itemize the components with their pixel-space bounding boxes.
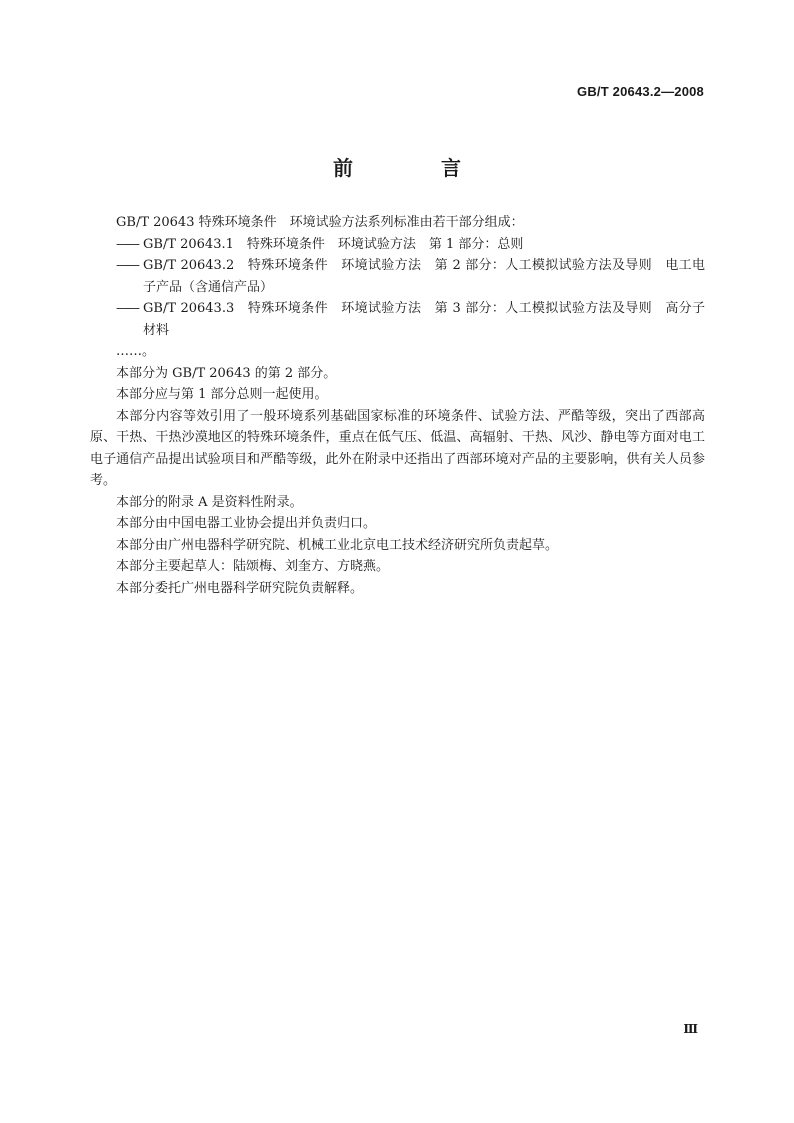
part-list-item — [90, 298, 705, 341]
standard-code: GB/T 20643.2—2008 — [577, 84, 704, 99]
list-dash: —— — [116, 236, 138, 252]
page-number: Ⅲ — [683, 1022, 698, 1036]
body-paragraph: 本部分为 GB/T 20643 的第 2 部分。 — [116, 365, 337, 381]
body-paragraph: 本部分由中国电器工业协会提出并负责归口。 — [116, 516, 377, 531]
part-list-item-text: GB/T 20643.1 特殊环境条件 环境试验方法 第 1 部分：总则 — [143, 236, 524, 252]
part-list-item-text: GB/T 20643.2 特殊环境条件 环境试验方法 第 2 部分：人工模拟试验方法及导则 电工电子产品（含通信产品） — [143, 258, 705, 295]
part-list-item — [90, 234, 705, 256]
list-dash: —— — [116, 258, 138, 273]
foreword-body — [90, 212, 705, 599]
part-list-item — [90, 255, 705, 298]
list-dash: —— — [116, 301, 138, 316]
part-list-item-text: GB/T 20643.3 特殊环境条件 环境试验方法 第 3 部分：人工模拟试验方法及导则 高分子材料 — [143, 301, 705, 338]
body-paragraph: 本部分由广州电器科学研究院、机械工业北京电工技术经济研究所负责起草。 — [116, 537, 559, 553]
body-paragraph: 本部分主要起草人：陆颂梅、刘奎方、方晓燕。 — [116, 559, 390, 574]
intro-paragraph: GB/T 20643 特殊环境条件 环境试验方法系列标准由若干部分组成： — [116, 215, 524, 230]
body-paragraph: 本部分应与第 1 部分总则一起使用。 — [116, 387, 328, 402]
body-paragraph: 本部分内容等效引用了一般环境系列基础国家标准的环境条件、试验方法、严酷等级，突出了西部高原、干热、干热沙漠地区的特殊环境条件，重点在低气压、低温、高辐射、干热、风沙、静电等方面对电工电子通信产品提出试验项目和严酷等级，此外在附录中还指出了西部环境对产品的主要影响，供有关人员参考。 — [90, 408, 705, 488]
list-ellipsis: ……。 — [116, 344, 156, 359]
body-paragraph: 本部分委托广州电器科学研究院负责解释。 — [116, 580, 364, 596]
body-paragraph: 本部分的附录 A 是资料性附录。 — [116, 494, 303, 510]
page-title: 前 言 — [333, 156, 495, 180]
